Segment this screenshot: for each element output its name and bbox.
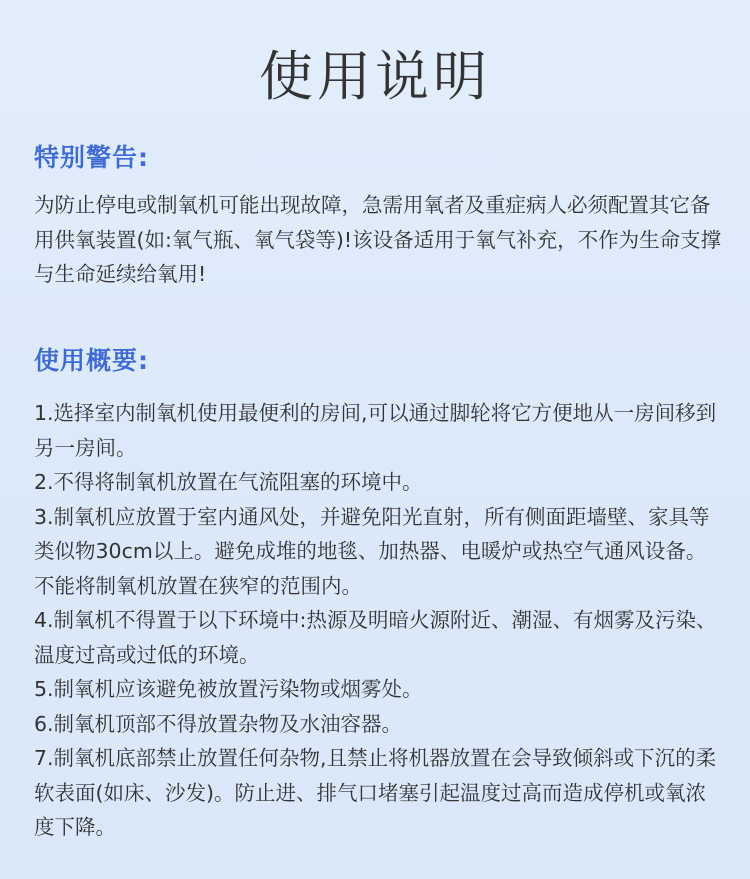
usage-item-3: 3.制氧机应放置于室内通风处，并避免阳光直射，所有侧面距墙壁、家具等类似物30cm以上。避免成堆的地毯、加热器、电暖炉或热空气通风设备。不能将制氧机放置在狭窄的范围内。: [34, 504, 710, 598]
usage-list: [34, 396, 724, 845]
usage-item-1: 1.选择室内制氧机使用最便利的房间,可以通过脚轮将它方便地从一房间移到另一房间。: [34, 401, 717, 460]
warning-text: 为防止停电或制氧机可能出现故障，急需用氧者及重症病人必须配置其它备用供氧装置(如:氧气瓶、氧气袋等)!该设备适用于氧气补充，不作为生命支撑与生命延续给氧用!: [34, 193, 722, 286]
usage-item-5: 5.制氧机应该避免被放置污染物或烟雾处。: [34, 677, 423, 701]
warning-heading: 特别警告:: [34, 143, 149, 172]
page-title: 使用说明: [259, 45, 491, 108]
usage-item-6: 6.制氧机顶部不得放置杂物及水油容器。: [34, 711, 403, 736]
usage-item-4: 4.制氧机不得置于以下环境中:热源及明暗火源附近、潮湿、有烟雾及污染、温度过高或过低的环境。: [34, 608, 717, 667]
usage-heading: 使用概要:: [34, 346, 149, 375]
usage-item-2: 2.不得将制氧机放置在气流阻塞的环境中。: [34, 470, 423, 494]
usage-item-7: 7.制氧机底部禁止放置任何杂物,且禁止将机器放置在会导致倾斜或下沉的柔软表面(如床、沙发)。防止进、排气口堵塞引起温度过高而造成停机或氧浓度下降。: [34, 746, 717, 839]
